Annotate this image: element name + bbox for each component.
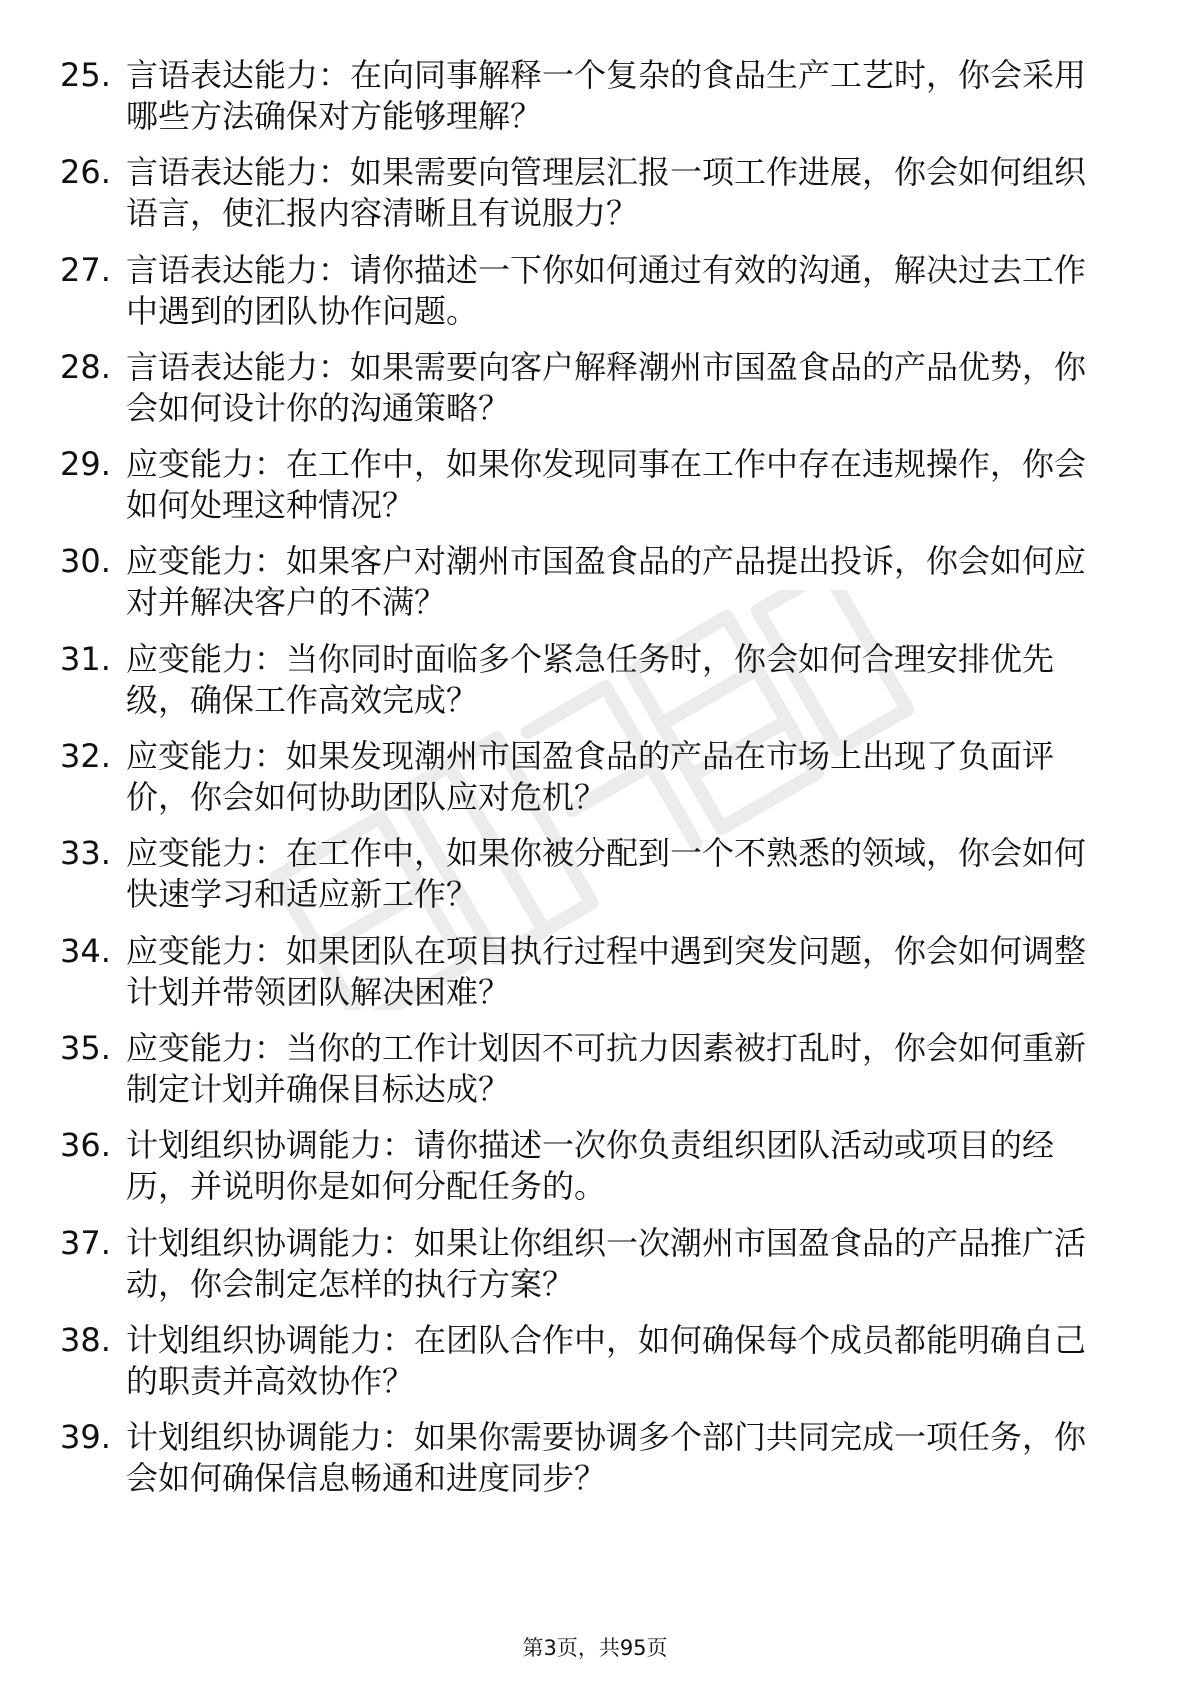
question-number: 37. — [60, 1223, 111, 1262]
question-item — [0, 1125, 1190, 1222]
question-text: 计划组织协调能力：请你描述一次你负责组织团队活动或项目的经历，并说明你是如何分配任务的。 — [126, 1126, 1055, 1206]
question-list — [0, 55, 1190, 1514]
question-text: 言语表达能力：如果需要向客户解释潮州市国盈食品的产品优势，你会如何设计你的沟通策略？ — [126, 347, 1087, 427]
question-text: 应变能力：如果团队在项目执行过程中遇到突发问题，你会如何调整计划并带领团队解决困难？ — [126, 931, 1087, 1011]
question-number: 32. — [60, 737, 111, 776]
question-number: 31. — [60, 639, 111, 678]
question-text: 应变能力：在工作中，如果你被分配到一个不熟悉的领域，你会如何快速学习和适应新工作？ — [126, 834, 1087, 914]
question-item — [0, 444, 1190, 541]
question-text: 应变能力：如果客户对潮州市国盈食品的产品提出投诉，你会如何应对并解决客户的不满？ — [126, 542, 1087, 622]
question-text: 应变能力：如果发现潮州市国盈食品的产品在市场上出现了负面评价，你会如何协助团队应对危机？ — [126, 737, 1055, 817]
question-item — [0, 347, 1190, 444]
question-number: 34. — [60, 931, 111, 970]
question-item — [0, 1223, 1190, 1320]
question-text: 计划组织协调能力：如果你需要协调多个部门共同完成一项任务，你会如何确保信息畅通和进度同步？ — [126, 1418, 1087, 1498]
question-number: 28. — [60, 347, 111, 386]
question-text: 应变能力：在工作中，如果你发现同事在工作中存在违规操作，你会如何处理这种情况？ — [126, 445, 1087, 525]
question-item — [0, 1417, 1190, 1514]
question-number: 25. — [60, 56, 111, 94]
question-number: 29. — [60, 445, 111, 484]
question-text: 言语表达能力：在向同事解释一个复杂的食品生产工艺时，你会采用哪些方法确保对方能够理解？ — [126, 56, 1087, 135]
question-number: 38. — [60, 1320, 111, 1359]
question-text: 应变能力：当你的工作计划因不可抗力因素被打乱时，你会如何重新制定计划并确保目标达成？ — [126, 1028, 1087, 1108]
question-item — [0, 1028, 1190, 1125]
question-text: 言语表达能力：如果需要向管理层汇报一项工作进展，你会如何组织语言，使汇报内容清晰且有说服力？ — [126, 153, 1087, 233]
question-item — [0, 931, 1190, 1028]
question-number: 30. — [60, 542, 111, 581]
question-number: 26. — [60, 153, 111, 192]
question-number: 33. — [60, 834, 111, 873]
question-number: 39. — [60, 1418, 111, 1457]
question-number: 27. — [60, 250, 111, 289]
question-item — [0, 1320, 1190, 1417]
question-item — [0, 639, 1190, 736]
question-text: 计划组织协调能力：如果让你组织一次潮州市国盈食品的产品推广活动，你会制定怎样的执行方案？ — [126, 1223, 1087, 1303]
question-item — [0, 250, 1190, 347]
question-text: 言语表达能力：请你描述一下你如何通过有效的沟通，解决过去工作中遇到的团队协作问题。 — [126, 250, 1087, 330]
question-item — [0, 541, 1190, 638]
question-number: 35. — [60, 1028, 111, 1067]
page-number-footer: 第3页，共95页 — [522, 1636, 668, 1660]
question-item — [0, 736, 1190, 833]
question-item — [0, 55, 1190, 152]
question-number: 36. — [60, 1126, 111, 1165]
question-text: 计划组织协调能力：在团队合作中，如何确保每个成员都能明确自己的职责并高效协作？ — [126, 1320, 1087, 1400]
question-item — [0, 152, 1190, 249]
question-text: 应变能力：当你同时面临多个紧急任务时，你会如何合理安排优先级，确保工作高效完成？ — [126, 639, 1055, 719]
question-item — [0, 833, 1190, 930]
